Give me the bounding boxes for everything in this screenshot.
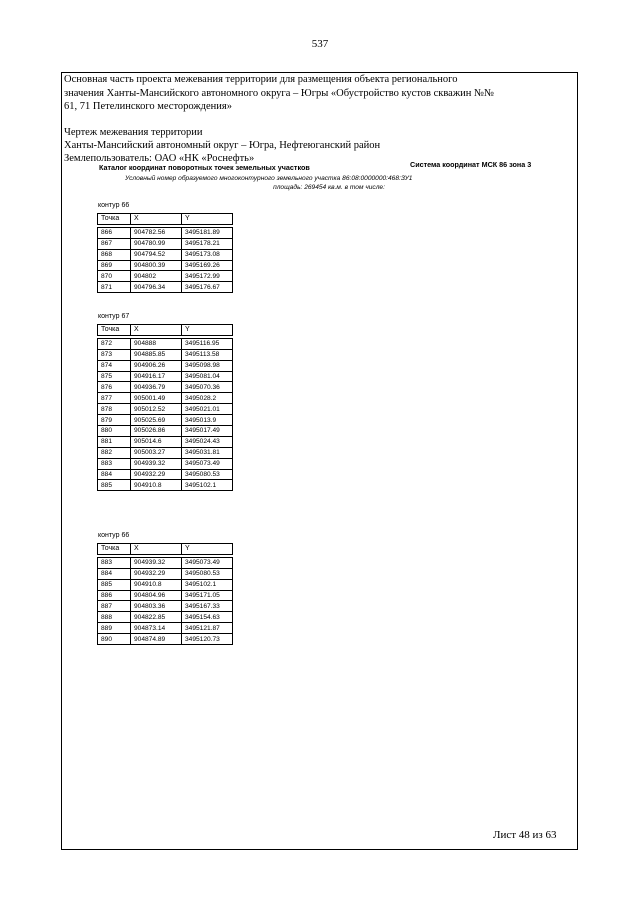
- x-cell: 905014.6: [131, 436, 182, 447]
- y-cell: 3495024.43: [182, 436, 233, 447]
- x-cell: 904796.34: [131, 282, 182, 293]
- table-row: [98, 349, 233, 360]
- table-header-row: [98, 214, 233, 225]
- x-cell: 904888: [131, 338, 182, 349]
- x-cell: 904939.32: [131, 557, 182, 568]
- y-cell: 3495178.21: [182, 238, 233, 249]
- x-cell: 904885.85: [131, 349, 182, 360]
- x-cell: 904822.85: [131, 612, 182, 623]
- table-row: [98, 260, 233, 271]
- point-cell: 867: [98, 238, 131, 249]
- table-row: [98, 557, 233, 568]
- header-line-2: значения Ханты-Мансийского автономного округа – Югры «Обустройство кустов скважин №№: [64, 88, 494, 99]
- header-line-1: Основная часть проекта межевания территории для размещения объекта регионального: [64, 74, 458, 85]
- x-cell: 905003.27: [131, 447, 182, 458]
- table-row: [98, 371, 233, 382]
- point-cell: 870: [98, 271, 131, 282]
- y-cell: 3495167.33: [182, 601, 233, 612]
- header-line-5: Ханты-Мансийский автономный округ – Югра, Нефтеюганский район: [64, 140, 381, 151]
- table-row: [98, 382, 233, 393]
- point-cell: 868: [98, 249, 131, 260]
- y-cell: 3495021.01: [182, 404, 233, 415]
- x-cell: 905012.52: [131, 404, 182, 415]
- point-cell: 879: [98, 415, 131, 426]
- point-cell: 890: [98, 634, 131, 645]
- area-line: площадь: 269454 кв.м. в том числе:: [273, 184, 385, 191]
- y-cell: 3495031.81: [182, 447, 233, 458]
- table-row: [98, 568, 233, 579]
- column-header-y: Y: [182, 325, 233, 336]
- table-row: [98, 601, 233, 612]
- x-cell: 904910.8: [131, 480, 182, 491]
- point-cell: 885: [98, 480, 131, 491]
- header-line-4: Чертеж межевания территории: [64, 127, 203, 138]
- x-cell: 904939.32: [131, 458, 182, 469]
- coord-system: Система координат МСК 86 зона 3: [410, 160, 532, 169]
- column-header-point: Точка: [98, 544, 131, 555]
- contour-label: контур 67: [98, 313, 130, 320]
- table-row: [98, 271, 233, 282]
- x-cell: 904873.14: [131, 623, 182, 634]
- coords-table: [97, 213, 233, 293]
- table-row: [98, 393, 233, 404]
- point-cell: 888: [98, 612, 131, 623]
- x-cell: 904804.96: [131, 590, 182, 601]
- page-number: 537: [311, 38, 329, 50]
- y-cell: 3495172.99: [182, 271, 233, 282]
- sheet-number: Лист 48 из 63: [493, 829, 557, 841]
- table-row: [98, 436, 233, 447]
- y-cell: 3495070.36: [182, 382, 233, 393]
- point-cell: 886: [98, 590, 131, 601]
- y-cell: 3495073.49: [182, 557, 233, 568]
- x-cell: 904803.36: [131, 601, 182, 612]
- y-cell: 3495169.26: [182, 260, 233, 271]
- y-cell: 3495176.67: [182, 282, 233, 293]
- table-row: [98, 360, 233, 371]
- table-row: [98, 469, 233, 480]
- coords-table: [97, 324, 233, 491]
- point-cell: 873: [98, 349, 131, 360]
- point-cell: 881: [98, 436, 131, 447]
- x-cell: 904932.29: [131, 568, 182, 579]
- conditional-number: Условный номер образуемого многоконтурного земельного участка 86:08:0000000:468:ЗУ1: [125, 175, 413, 182]
- column-header-x: X: [131, 325, 182, 336]
- column-header-point: Точка: [98, 325, 131, 336]
- point-cell: 884: [98, 469, 131, 480]
- table-row: [98, 590, 233, 601]
- header-line-6: Землепользователь: ОАО «НК «Роснефть»: [64, 153, 255, 164]
- column-header-y: Y: [182, 214, 233, 225]
- point-cell: 877: [98, 393, 131, 404]
- point-cell: 882: [98, 447, 131, 458]
- x-cell: 904802: [131, 271, 182, 282]
- x-cell: 904906.26: [131, 360, 182, 371]
- y-cell: 3495102.1: [182, 579, 233, 590]
- y-cell: 3495181.89: [182, 227, 233, 238]
- y-cell: 3495120.73: [182, 634, 233, 645]
- point-cell: 876: [98, 382, 131, 393]
- table-row: [98, 480, 233, 491]
- table-row: [98, 426, 233, 437]
- point-cell: 887: [98, 601, 131, 612]
- y-cell: 3495080.53: [182, 469, 233, 480]
- column-header-point: Точка: [98, 214, 131, 225]
- point-cell: 872: [98, 338, 131, 349]
- y-cell: 3495013.9: [182, 415, 233, 426]
- table-row: [98, 415, 233, 426]
- contour-label: контур 66: [98, 202, 130, 209]
- point-cell: 883: [98, 557, 131, 568]
- point-cell: 866: [98, 227, 131, 238]
- x-cell: 904936.79: [131, 382, 182, 393]
- x-cell: 904794.52: [131, 249, 182, 260]
- y-cell: 3495073.49: [182, 458, 233, 469]
- x-cell: 905026.86: [131, 426, 182, 437]
- y-cell: 3495080.53: [182, 568, 233, 579]
- point-cell: 875: [98, 371, 131, 382]
- x-cell: 904874.89: [131, 634, 182, 645]
- coords-table: [97, 543, 233, 645]
- x-cell: 904910.8: [131, 579, 182, 590]
- table-row: [98, 634, 233, 645]
- x-cell: 904782.56: [131, 227, 182, 238]
- y-cell: 3495102.1: [182, 480, 233, 491]
- table-row: [98, 404, 233, 415]
- point-cell: 889: [98, 623, 131, 634]
- y-cell: 3495098.98: [182, 360, 233, 371]
- table-row: [98, 338, 233, 349]
- y-cell: 3495081.04: [182, 371, 233, 382]
- y-cell: 3495113.58: [182, 349, 233, 360]
- column-header-x: X: [131, 214, 182, 225]
- column-header-x: X: [131, 544, 182, 555]
- catalog-title: Каталог координат поворотных точек земельных участков: [99, 163, 310, 172]
- table-row: [98, 227, 233, 238]
- column-header-y: Y: [182, 544, 233, 555]
- point-cell: 883: [98, 458, 131, 469]
- point-cell: 880: [98, 426, 131, 437]
- point-cell: 869: [98, 260, 131, 271]
- table-row: [98, 623, 233, 634]
- table-row: [98, 238, 233, 249]
- point-cell: 884: [98, 568, 131, 579]
- table-row: [98, 249, 233, 260]
- table-row: [98, 447, 233, 458]
- point-cell: 871: [98, 282, 131, 293]
- point-cell: 885: [98, 579, 131, 590]
- header-line-3: 61, 71 Петелинского месторождения»: [64, 101, 232, 112]
- table-header-row: [98, 325, 233, 336]
- x-cell: 904780.99: [131, 238, 182, 249]
- y-cell: 3495017.49: [182, 426, 233, 437]
- y-cell: 3495171.05: [182, 590, 233, 601]
- table-header-row: [98, 544, 233, 555]
- y-cell: 3495028.2: [182, 393, 233, 404]
- x-cell: 904916.17: [131, 371, 182, 382]
- table-row: [98, 282, 233, 293]
- y-cell: 3495121.87: [182, 623, 233, 634]
- table-row: [98, 579, 233, 590]
- x-cell: 905001.49: [131, 393, 182, 404]
- x-cell: 904932.29: [131, 469, 182, 480]
- y-cell: 3495116.95: [182, 338, 233, 349]
- table-row: [98, 612, 233, 623]
- point-cell: 874: [98, 360, 131, 371]
- table-row: [98, 458, 233, 469]
- y-cell: 3495173.08: [182, 249, 233, 260]
- y-cell: 3495154.63: [182, 612, 233, 623]
- point-cell: 878: [98, 404, 131, 415]
- x-cell: 904800.39: [131, 260, 182, 271]
- contour-label: контур 66: [98, 532, 130, 539]
- x-cell: 905025.69: [131, 415, 182, 426]
